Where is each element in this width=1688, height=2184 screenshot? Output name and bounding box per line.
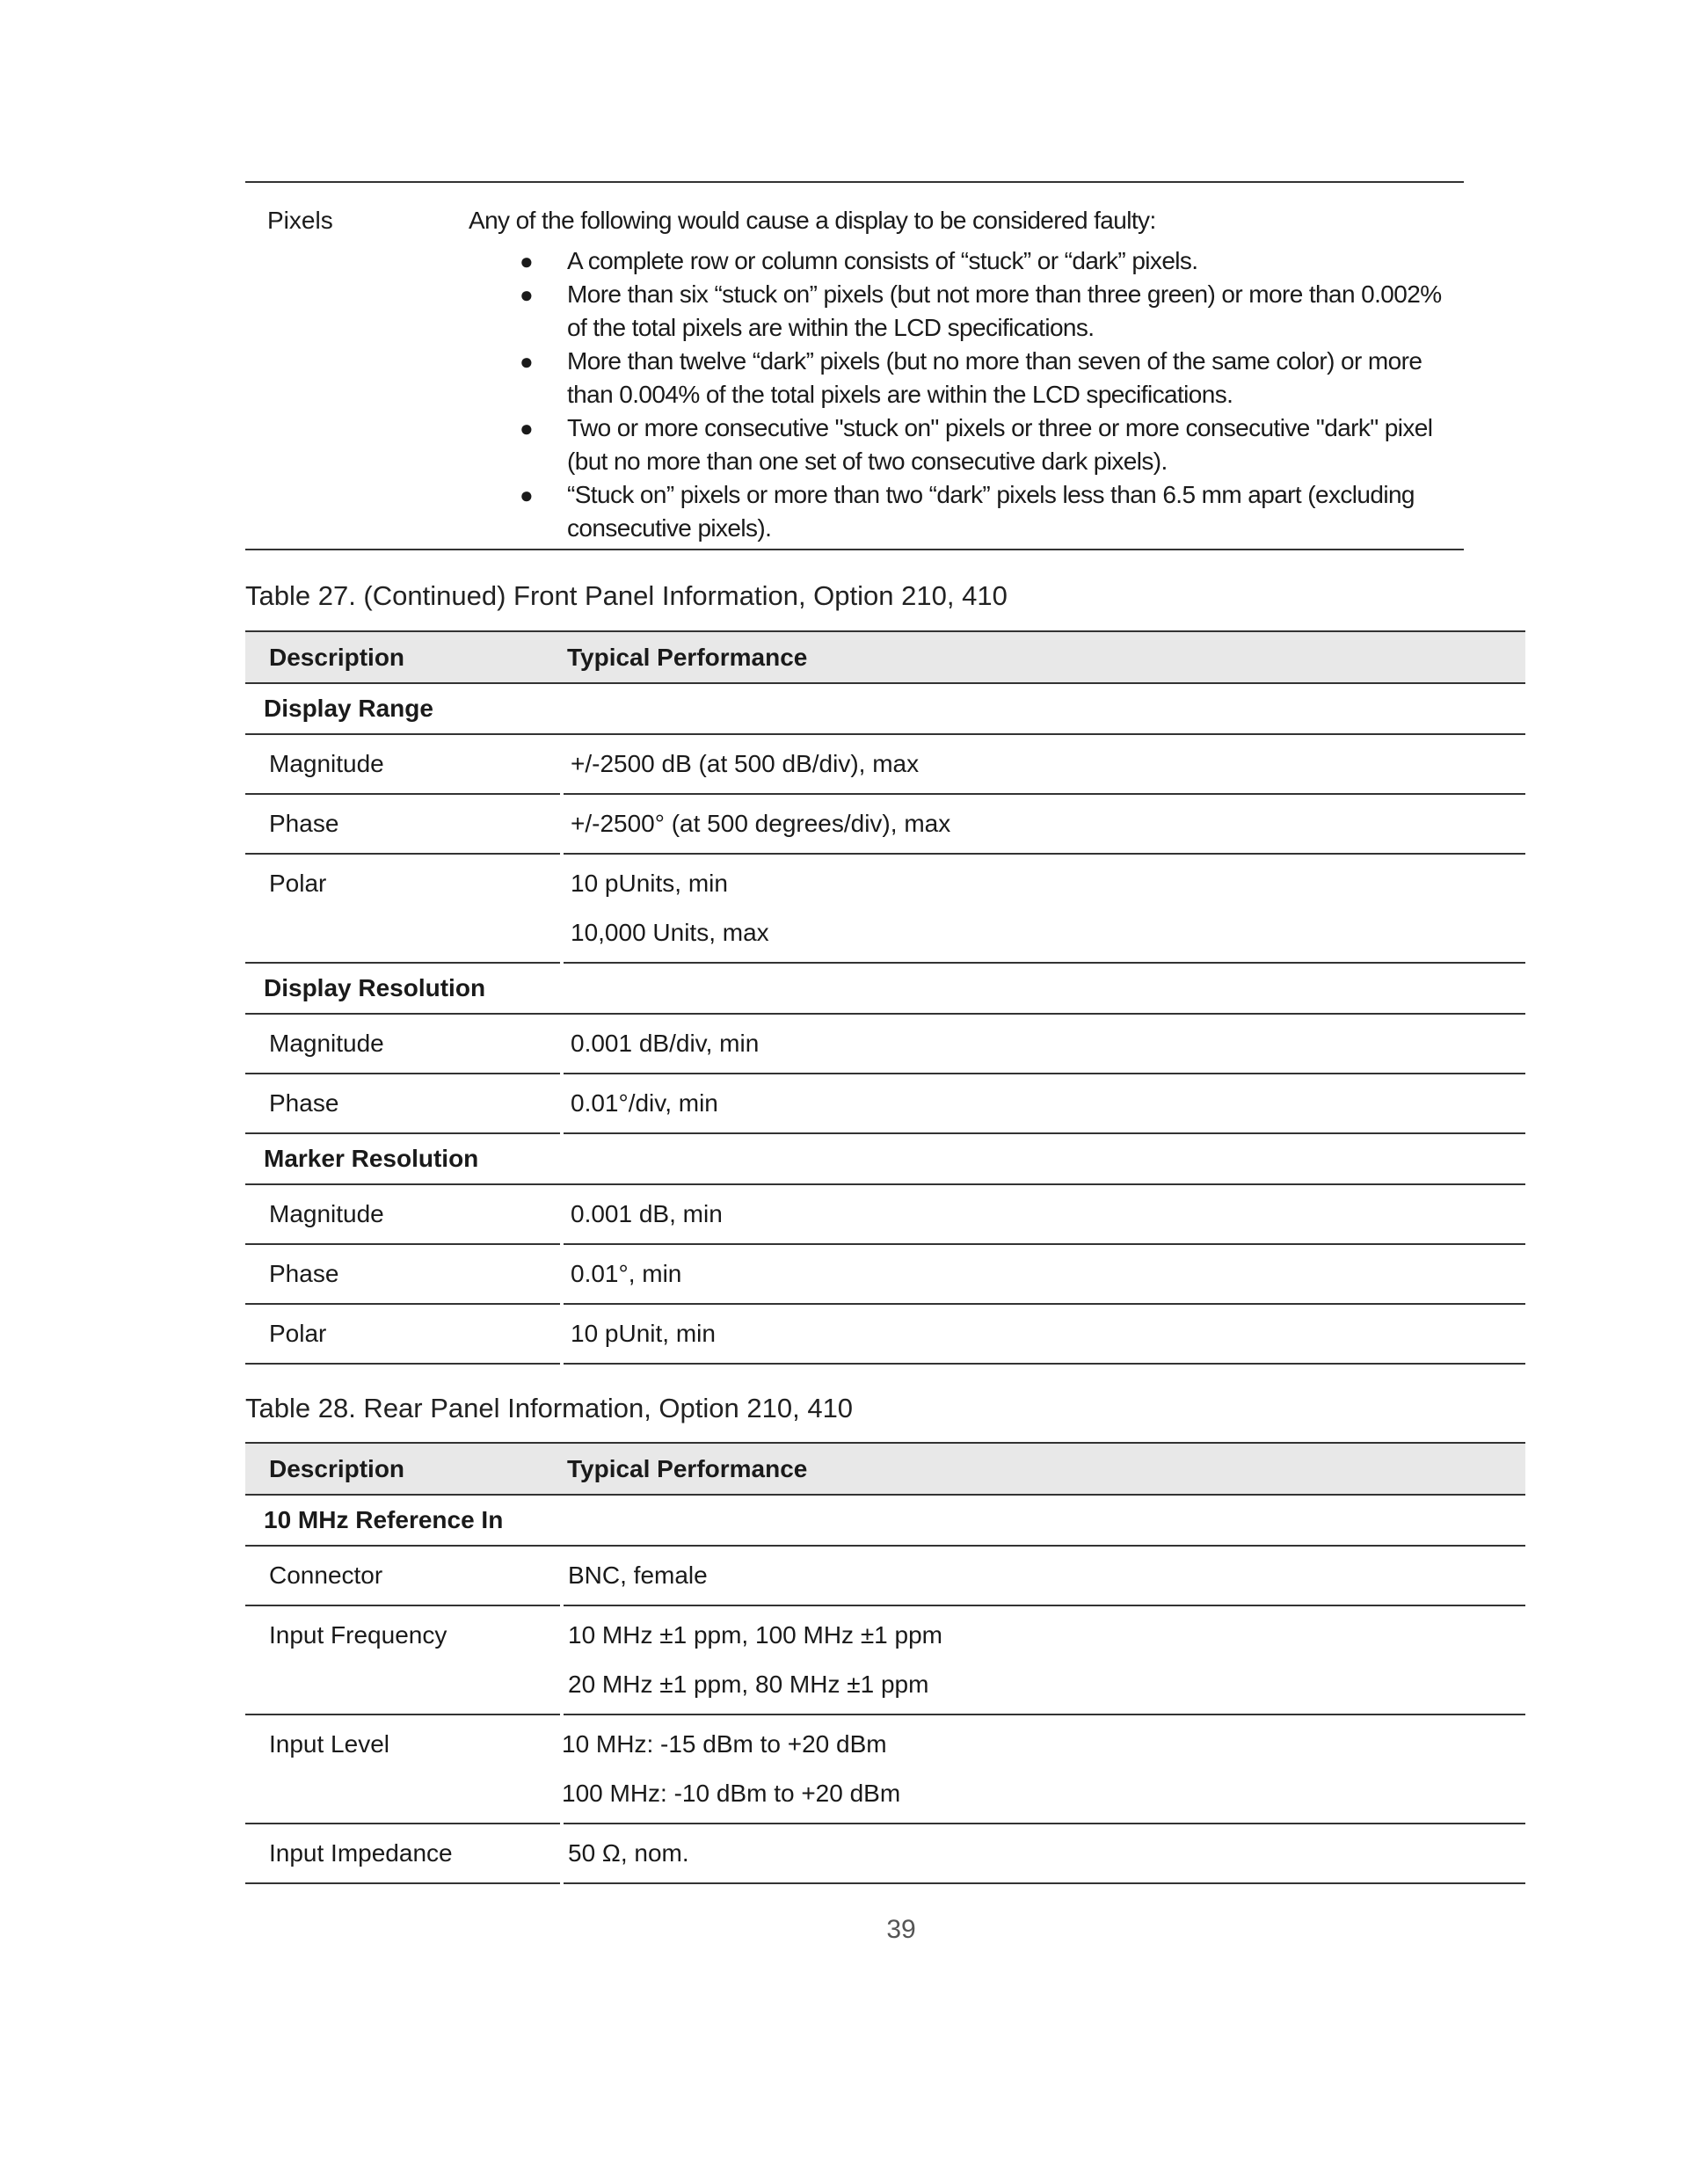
criteria-item: ● More than six “stuck on” pixels (but not more than three green) or more than 0.002% of the total pixels are within the LCD specifications. — [469, 278, 1464, 345]
section-display-resolution: Display Resolution — [245, 964, 1525, 1015]
table-row — [245, 1245, 1525, 1305]
table-row — [245, 1824, 1525, 1884]
row-value: +/-2500 dB (at 500 dB/div), max — [571, 750, 920, 777]
bullet-icon: ● — [520, 415, 534, 441]
table-27-caption: Table 27. (Continued) Front Panel Information, Option 210, 410 — [245, 580, 1008, 611]
bullet-icon: ● — [520, 248, 534, 274]
table-header — [245, 630, 1525, 684]
table-28 — [245, 1442, 1525, 1884]
row-description: Phase — [269, 1089, 339, 1117]
row-value: 0.01°, min — [571, 1260, 682, 1287]
row-value: 10 pUnits, min 10,000 Units, max — [571, 870, 769, 946]
bullet-icon: ● — [520, 482, 534, 508]
section-10mhz-reference-in: 10 MHz Reference In — [245, 1496, 1525, 1547]
row-value: 10 pUnit, min — [571, 1320, 716, 1347]
row-description: Magnitude — [269, 1030, 384, 1057]
section-display-range: Display Range — [245, 684, 1525, 735]
bullet-icon: ● — [520, 281, 534, 308]
pixels-label: Pixels — [267, 207, 333, 234]
row-value: BNC, female — [568, 1562, 708, 1589]
table-row — [245, 1015, 1525, 1074]
table-row — [245, 795, 1525, 855]
table-row — [245, 855, 1525, 964]
section-marker-resolution: Marker Resolution — [245, 1134, 1525, 1185]
pixels-intro: Any of the following would cause a display to be considered faulty: — [469, 207, 1156, 234]
header-performance: Typical Performance — [567, 643, 808, 671]
pixels-criteria-table — [245, 181, 1464, 550]
row-description: Input Frequency — [269, 1621, 447, 1649]
pixels-criteria-list — [469, 244, 1464, 545]
row-value: +/-2500° (at 500 degrees/div), max — [571, 810, 951, 837]
table-row — [245, 1305, 1525, 1365]
criteria-item: ● “Stuck on” pixels or more than two “dark” pixels less than 6.5 mm apart (excluding consecutive pixels). — [469, 478, 1464, 545]
row-description: Polar — [269, 870, 327, 897]
table-row — [245, 1715, 1525, 1824]
table-row — [245, 1606, 1525, 1715]
row-description: Connector — [269, 1562, 383, 1589]
table-28-caption: Table 28. Rear Panel Information, Option 210, 410 — [245, 1393, 854, 1423]
table-header — [245, 1442, 1525, 1496]
header-performance: Typical Performance — [567, 1454, 808, 1482]
row-value: 10 MHz: -15 dBm to +20 dBm 100 MHz: -10 dBm to +20 dBm — [562, 1730, 901, 1807]
row-description: Magnitude — [269, 750, 384, 777]
row-description: Phase — [269, 1260, 339, 1287]
page-number: 39 — [886, 1915, 916, 1944]
row-description: Input Level — [269, 1730, 389, 1758]
row-value: 0.001 dB, min — [571, 1200, 723, 1227]
row-description: Phase — [269, 810, 339, 837]
table-row — [245, 1074, 1525, 1134]
bullet-icon: ● — [520, 348, 534, 375]
table-row — [245, 1547, 1525, 1606]
table-row — [245, 735, 1525, 795]
row-description: Magnitude — [269, 1200, 384, 1227]
table-27 — [245, 630, 1525, 1365]
header-description: Description — [269, 643, 405, 671]
header-description: Description — [269, 1454, 405, 1482]
row-description: Polar — [269, 1320, 327, 1347]
row-description: Input Impedance — [269, 1839, 453, 1867]
row-value: 50 Ω, nom. — [568, 1839, 689, 1867]
row-value: 0.01°/div, min — [571, 1089, 718, 1117]
criteria-item: ● Two or more consecutive "stuck on" pixels or three or more consecutive "dark" pixel (but no more than one set of two consecutive dark pixels). — [469, 411, 1464, 478]
criteria-item: ● More than twelve “dark” pixels (but no more than seven of the same color) or more than 0.004% of the total pixels are within the LCD specifications. — [469, 345, 1464, 411]
pixels-row — [245, 183, 1464, 545]
row-value: 10 MHz ±1 ppm, 100 MHz ±1 ppm 20 MHz ±1 ppm, 80 MHz ±1 ppm — [568, 1621, 943, 1698]
criteria-item: ● A complete row or column consists of “stuck” or “dark” pixels. — [469, 244, 1464, 278]
row-value: 0.001 dB/div, min — [571, 1030, 760, 1057]
table-row — [245, 1185, 1525, 1245]
pixels-description — [469, 204, 1464, 545]
